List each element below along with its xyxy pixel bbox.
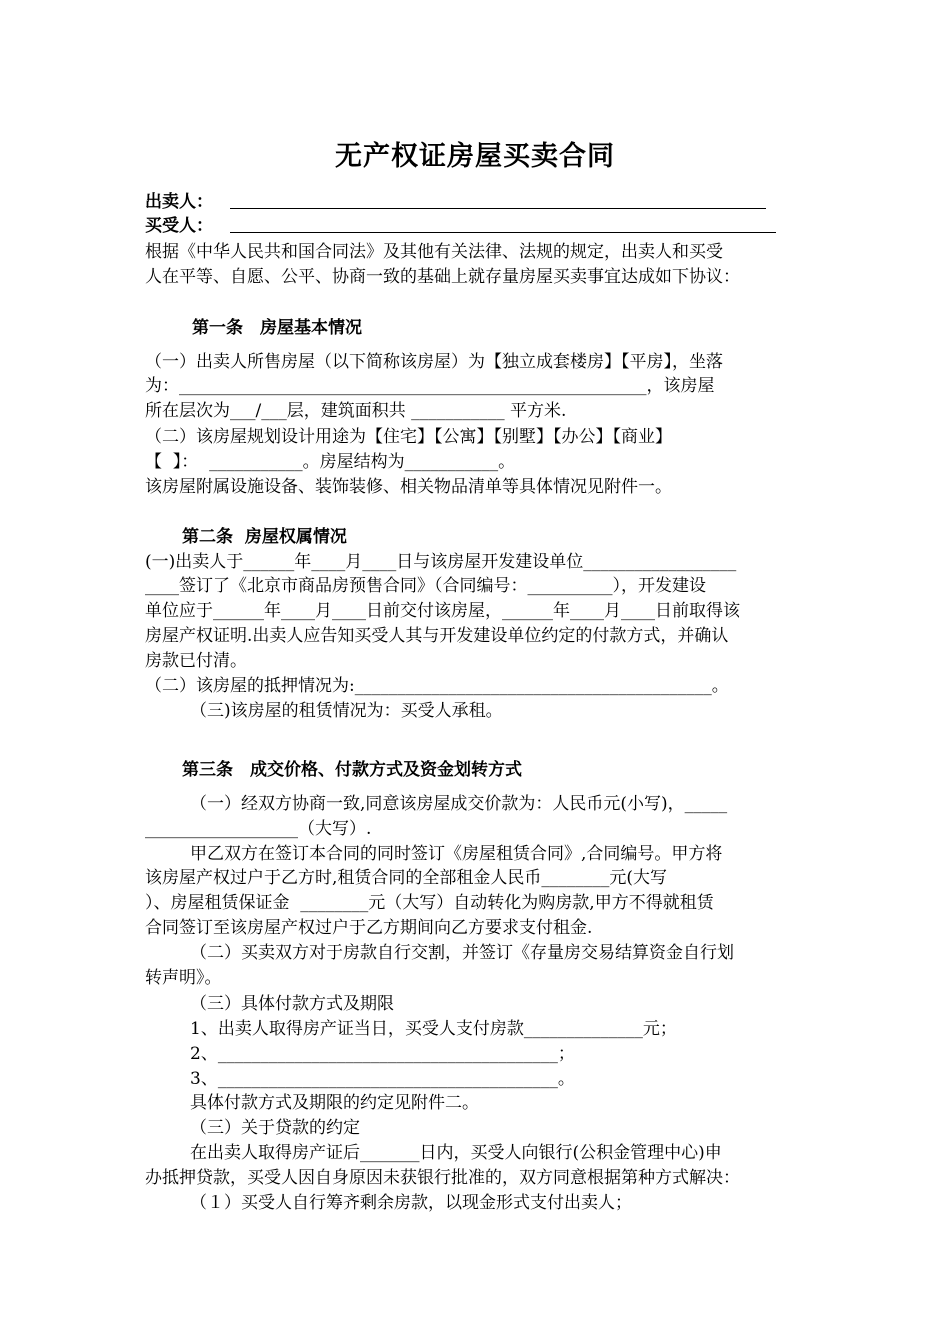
seller-label: 出卖人：: [145, 192, 213, 212]
buyer-name-blank: [230, 232, 776, 233]
article-3-line-8: 转声明》。: [145, 968, 222, 988]
document-title: 无产权证房屋买卖合同: [335, 141, 615, 172]
article-2-line-4: 房屋产权证明.出卖人应告知买受人其与开发建设单位约定的付款方式，并确认: [145, 626, 729, 646]
preamble-line-2: 人在平等、自愿、公平、协商一致的基础上就存量房屋买卖事宜达成如下协议：: [145, 267, 740, 287]
article-1-line-1: （一）出卖人所售房屋（以下简称该房屋）为【独立成套楼房】【平房】，坐落: [145, 352, 723, 372]
article-2-heading: 第二条 房屋权属情况: [182, 527, 347, 547]
article-1-line-4: （二）该房屋规划设计用途为【住宅】【公寓】【别墅】【办公】【商业】: [145, 427, 672, 447]
article-1-line-3: 所在层次为___/___层，建筑面积共 ___________ 平方米.: [145, 401, 567, 421]
article-2-line-6: （二）该房屋的抵押情况为:__________________________________________。: [145, 676, 729, 696]
article-3-line-3: 甲乙双方在签订本合同的同时签订《房屋租赁合同》,合同编号。甲方将: [190, 844, 723, 864]
article-3-line-10: 1、出卖人取得房产证当日，买受人支付房款______________元；: [190, 1019, 677, 1039]
article-2-line-2: ____签订了《北京市商品房预售合同》（合同编号：__________），开发建设: [145, 576, 706, 596]
seller-name-blank: [230, 208, 766, 209]
article-3-line-1: （一）经双方协商一致,同意该房屋成交价款为：人民币元(小写)，_____: [190, 794, 728, 814]
article-3-heading: 第三条 成交价格、付款方式及资金划转方式: [182, 760, 522, 780]
article-3-line-17: （１）买受人自行筹齐剩余房款，以现金形式支付出卖人；: [190, 1193, 632, 1213]
buyer-label: 买受人：: [145, 216, 213, 236]
article-1-heading: 第一条 房屋基本情况: [192, 318, 362, 338]
article-3-line-16: 办抵押贷款，买受人因自身原因未获银行批准的，双方同意根据第种方式解决：: [145, 1168, 740, 1188]
article-3-line-13: 具体付款方式及期限的约定见附件二。: [190, 1093, 479, 1113]
article-3-line-9: （三）具体付款方式及期限: [190, 994, 394, 1014]
article-3-line-6: 合同签订至该房屋产权过户于乙方期间向乙方要求支付租金.: [145, 918, 593, 938]
article-3-line-5: ）、房屋租赁保证金 ________元（大写）自动转化为购房款,甲方不得就租赁: [145, 893, 714, 913]
preamble-line-1: 根据《中华人民共和国合同法》及其他有关法律、法规的规定，出卖人和买受: [145, 242, 723, 262]
article-1-line-5: 【 】： ___________。房屋结构为___________。: [145, 452, 516, 472]
article-3-line-2: __________________（大写）.: [145, 819, 372, 839]
article-3-line-14: （三）关于贷款的约定: [190, 1118, 360, 1138]
article-3-line-12: 3、________________________________________。: [190, 1069, 575, 1089]
article-1-line-2: 为：_______________________________________________________，该房屋: [145, 376, 715, 396]
article-3-line-4: 该房屋产权过户于乙方时,租赁合同的全部租金人民币________元(大写: [145, 868, 668, 888]
article-2-line-1: (一)出卖人于______年____月____日与该房屋开发建设单位__________________: [145, 552, 737, 572]
article-1-line-6: 该房屋附属设施设备、装饰装修、相关物品清单等具体情况见附件一。: [145, 477, 672, 497]
article-3-line-11: 2、________________________________________；: [190, 1044, 575, 1064]
article-2-line-5: 房款已付清。: [145, 651, 247, 671]
article-2-line-7: （三)该房屋的租赁情况为：买受人承租。: [190, 701, 503, 721]
article-3-line-15: 在出卖人取得房产证后_______日内，买受人向银行(公积金管理中心)申: [190, 1143, 722, 1163]
article-2-line-3: 单位应于______年____月____日前交付该房屋，______年____月____日前取得该: [145, 601, 740, 621]
article-3-line-7: （二）买卖双方对于房款自行交割，并签订《存量房交易结算资金自行划: [190, 943, 734, 963]
